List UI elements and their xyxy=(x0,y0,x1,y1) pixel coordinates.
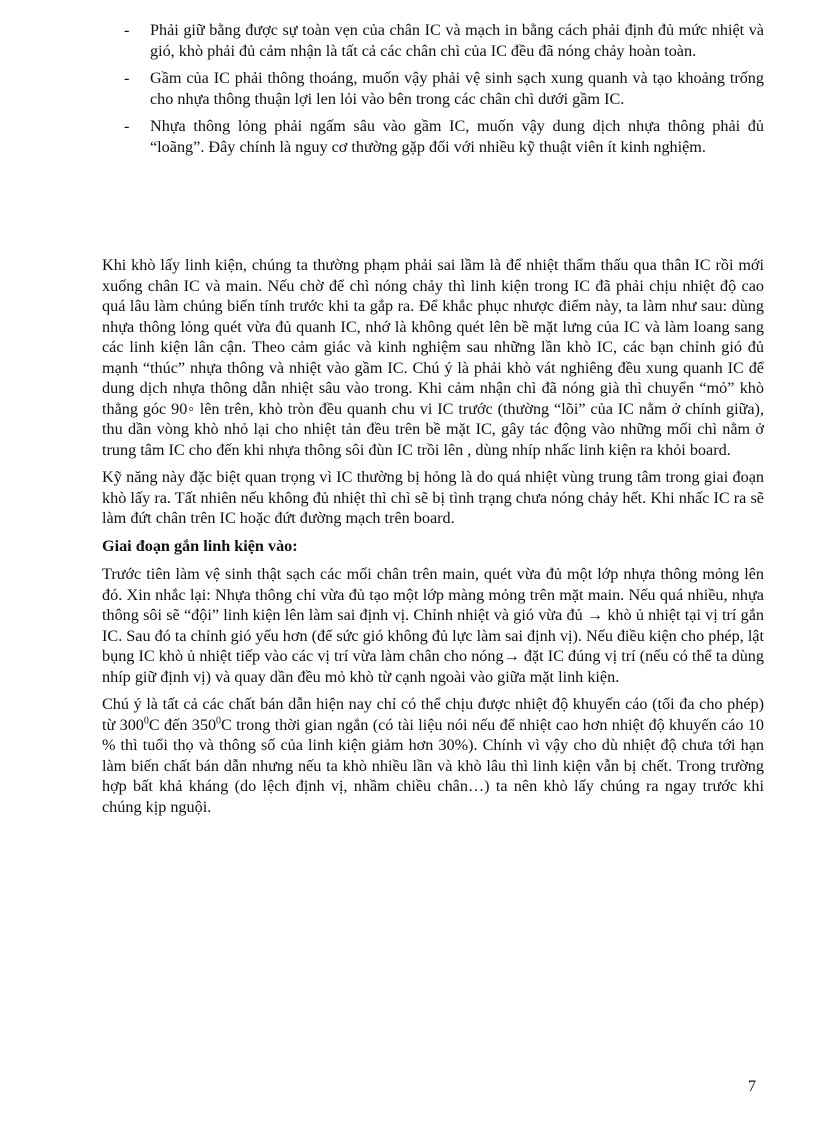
page-number: 7 xyxy=(748,1078,756,1095)
list-item xyxy=(124,116,764,157)
bullet-text: Nhựa thông lỏng phải ngấm sâu vào gầm IC, muốn vậy dung dịch nhựa thông phải đủ “loãng”. Đây chính là nguy cơ thường gặp đối với nhiều kỹ thuật viên ít kinh nghiệm. xyxy=(150,117,764,156)
paragraph-temperature-note xyxy=(102,694,764,817)
temperature-text-2: C đến 350 xyxy=(148,715,217,734)
paragraph-soldering-steps: Trước tiên làm vệ sinh thật sạch các mối chân trên main, quét vừa đủ một lớp nhựa thông mỏng lên đó. Xin nhắc lại: Nhựa thông chỉ vừa đủ tạo một lớp màng mỏng trên mặt main. Nếu quá nhiều, nhựa thông sôi sẽ “đội” linh kiện lên làm sai định vị. Chỉnh nhiệt và gió vừa đủ → khò ủ nhiệt tại vị trí gắn IC. Sau đó ta chỉnh gió yếu hơn (để sức gió không đủ lực làm sai định vị). Nếu điều kiện cho phép, lật bụng IC khò ủ nhiệt tiếp vào các vị trí vừa làm chân cho nóng→ đặt IC đúng vị trí (nếu có thể ta dùng nhíp giữ định vị) và quay dần đều mỏ khò từ cạnh ngoài vào giữa mặt linh kiện. xyxy=(102,565,764,686)
list-item xyxy=(124,68,764,109)
bullet-dash: - xyxy=(124,21,130,39)
section-heading: Giai đoạn gắn linh kiện vào: xyxy=(102,536,298,555)
list-item xyxy=(124,20,764,61)
temperature-text-1: Chú ý là tất cả các chất bán dẫn hiện nay chỉ có thể chịu được nhiệt độ khuyến cáo (tối đa cho phép) từ 300 xyxy=(102,695,764,734)
bullet-text: Phải giữ bằng được sự toàn vẹn của chân IC và mạch in bằng cách phải định đủ mức nhiệt và gió, khò phải đủ cảm nhận là tất cả các chân chì của IC đều đã nóng chảy hoàn toàn. xyxy=(150,21,764,60)
paragraph-skill-importance: Kỹ năng này đặc biệt quan trọng vì IC thường bị hỏng là do quá nhiệt vùng trung tâm trong giai đoạn khò lấy ra. Tất nhiên nếu không đủ nhiệt thì chì sẽ bị tình trạng chưa nóng chảy hết. Khi nhấc IC ra sẽ làm đứt chân trên IC hoặc đứt đường mạch trên board. xyxy=(102,468,764,527)
body-text xyxy=(102,255,764,824)
bullet-list xyxy=(124,20,764,164)
temperature-text-3: C trong thời gian ngắn (có tài liệu nói nếu để nhiệt cao hơn nhiệt độ khuyến cáo 10 % thì tuổi thọ và thông số của linh kiện giảm hơn 30%). Chính vì vậy cho dù nhiệt độ chưa tới hạn làm biến chất bán dẫn nhưng nếu ta khò nhiều lần và khò lâu thì linh kiện vẫn bị chết. Trong trường hợp bất khả kháng (do lệch định vị, nhầm chiều chân…) ta nên khò lấy chúng ra ngay trước khi chúng kịp nguội. xyxy=(102,715,764,816)
bullet-dash: - xyxy=(124,117,130,135)
degree-superscript: 0 xyxy=(216,715,222,727)
degree-superscript: 0 xyxy=(143,715,149,727)
bullet-text: Gầm của IC phải thông thoáng, muốn vậy phải vệ sinh sạch xung quanh và tạo khoảng trống cho nhựa thông thuận lợi len lỏi vào bên trong các chân chì dưới gầm IC. xyxy=(150,69,764,108)
paragraph-desoldering-mistake: Khi khò lấy linh kiện, chúng ta thường phạm phải sai lầm là để nhiệt thẩm thấu qua thân IC rồi mới xuống chân IC và main. Nếu chờ để chì nóng chảy thì linh kiện trong IC đã phải chịu nhiệt độ cao quá lâu làm chúng biến tính trước khi ta gắp ra. Để khắc phục nhược điểm này, ta làm như sau: dùng nhựa thông lỏng quét vừa đủ quanh IC, nhớ là không quét lên bề mặt lưng của IC và làm loang sang các linh kiện lân cận. Theo cảm giác và kinh nghiệm sau những lần khò IC, các bạn chỉnh gió đủ mạnh “thúc” nhựa thông và nhiệt vào gầm IC. Chú ý là phải khò vát nghiêng đều xung quanh IC để dung dịch nhựa thông dẫn nhiệt sâu vào trong. Khi cảm nhận chì đã nóng già thì chuyển “mỏ” khò thẳng góc 90◦ lên trên, khò tròn đều quanh chu vi IC trước (thường “lõi” của IC nằm ở chính giữa), thu dần vòng khò nhỏ lại cho nhiệt tản đều trên bề mặt IC, gây tác động vào những mối chì nằm ở trung tâm IC cho đến khi nhựa thông sôi đùn IC trồi lên , dùng nhíp nhấc linh kiện ra khỏi board. xyxy=(102,256,764,459)
bullet-dash: - xyxy=(124,69,130,87)
